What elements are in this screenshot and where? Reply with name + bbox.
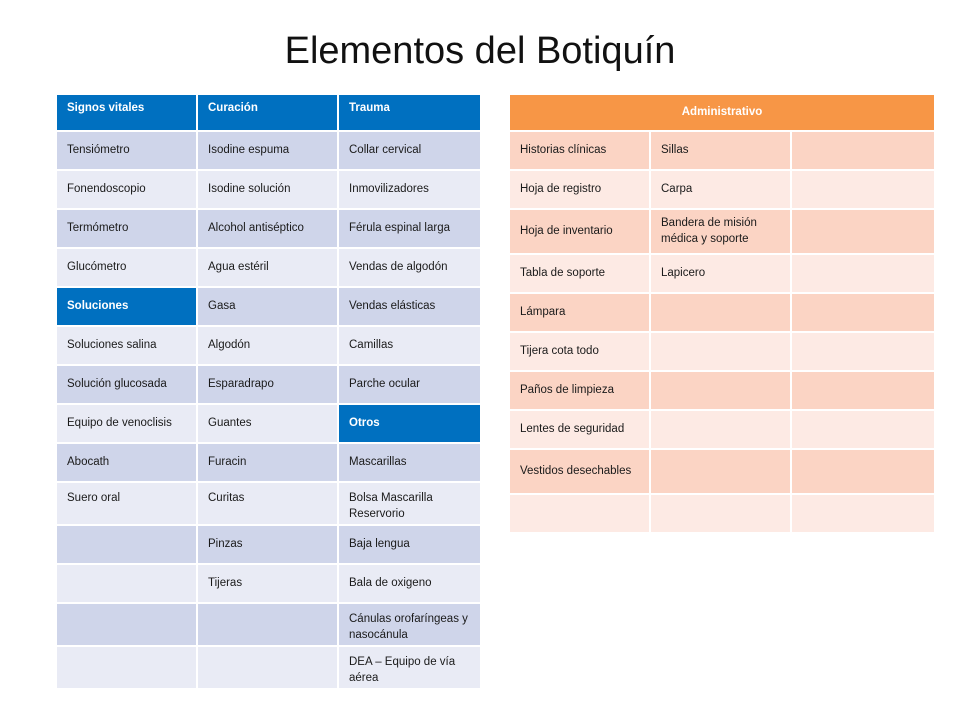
table-cell: Lámpara xyxy=(510,294,651,333)
table-cell: Vendas de algodón xyxy=(339,249,480,288)
table-left-botiquin xyxy=(57,95,480,690)
table-cell: Furacin xyxy=(198,444,339,483)
table-cell: Algodón xyxy=(198,327,339,366)
table-administrativo xyxy=(510,95,934,534)
table-cell: Tensiómetro xyxy=(57,132,198,171)
table-cell: Abocath xyxy=(57,444,198,483)
table-cell xyxy=(651,450,792,495)
table-row xyxy=(57,444,480,483)
table-row xyxy=(510,171,934,210)
table-header-row xyxy=(57,95,480,132)
table-cell xyxy=(651,495,792,534)
table-cell: Tijera cota todo xyxy=(510,333,651,372)
table-cell xyxy=(792,333,934,372)
table-cell: Baja lengua xyxy=(339,526,480,565)
table-row xyxy=(510,372,934,411)
table-cell: Gasa xyxy=(198,288,339,327)
table-row xyxy=(57,327,480,366)
table-cell: Pinzas xyxy=(198,526,339,565)
table-cell: Carpa xyxy=(651,171,792,210)
section-header-soluciones: Soluciones xyxy=(57,288,198,327)
table-cell: Férula espinal larga xyxy=(339,210,480,249)
table-cell: Bala de oxigeno xyxy=(339,565,480,604)
table-cell: DEA – Equipo de vía aérea xyxy=(339,647,480,690)
table-row xyxy=(57,647,480,690)
table-cell xyxy=(651,333,792,372)
table-cell: Soluciones salina xyxy=(57,327,198,366)
table-cell: Collar cervical xyxy=(339,132,480,171)
table-row xyxy=(57,565,480,604)
table-cell xyxy=(792,210,934,255)
header-curacion: Curación xyxy=(198,95,339,132)
table-row xyxy=(510,450,934,495)
table-cell: Bolsa Mascarilla Reservorio xyxy=(339,483,480,526)
table-cell: Termómetro xyxy=(57,210,198,249)
table-cell xyxy=(792,372,934,411)
header-trauma: Trauma xyxy=(339,95,480,132)
table-cell: Hoja de registro xyxy=(510,171,651,210)
table-row xyxy=(510,255,934,294)
table-cell xyxy=(510,495,651,534)
table-row xyxy=(510,294,934,333)
table-cell: Curitas xyxy=(198,483,339,526)
table-cell xyxy=(792,294,934,333)
table-cell: Solución glucosada xyxy=(57,366,198,405)
table-cell xyxy=(651,372,792,411)
table-row xyxy=(57,288,480,327)
table-row xyxy=(510,333,934,372)
table-row xyxy=(57,171,480,210)
table-cell xyxy=(651,411,792,450)
table-row xyxy=(510,411,934,450)
table-cell xyxy=(792,411,934,450)
table-cell: Esparadrapo xyxy=(198,366,339,405)
table-row xyxy=(57,249,480,288)
table-cell xyxy=(792,450,934,495)
table-cell: Guantes xyxy=(198,405,339,444)
table-row xyxy=(57,405,480,444)
table-cell: Agua estéril xyxy=(198,249,339,288)
table-row xyxy=(510,210,934,255)
table-cell: Camillas xyxy=(339,327,480,366)
table-cell: Equipo de venoclisis xyxy=(57,405,198,444)
table-row xyxy=(510,495,934,534)
slide-title: Elementos del Botiquín xyxy=(284,30,676,72)
table-cell xyxy=(57,604,198,647)
table-cell: Vendas elásticas xyxy=(339,288,480,327)
table-cell: Alcohol antiséptico xyxy=(198,210,339,249)
table-cell: Glucómetro xyxy=(57,249,198,288)
table-cell xyxy=(792,171,934,210)
table-cell xyxy=(57,526,198,565)
table-cell: Cánulas orofaríngeas y nasocánula xyxy=(339,604,480,647)
table-cell: Tabla de soporte xyxy=(510,255,651,294)
table-row xyxy=(510,132,934,171)
table-cell: Fonendoscopio xyxy=(57,171,198,210)
table-cell xyxy=(57,647,198,690)
table-cell xyxy=(792,255,934,294)
table-cell: Mascarillas xyxy=(339,444,480,483)
table-row xyxy=(57,366,480,405)
table-row xyxy=(57,132,480,171)
table-row xyxy=(57,210,480,249)
section-header-otros: Otros xyxy=(339,405,480,444)
table-cell: Historias clínicas xyxy=(510,132,651,171)
table-cell: Suero oral xyxy=(57,483,198,526)
table-cell: Isodine solución xyxy=(198,171,339,210)
table-cell: Lentes de seguridad xyxy=(510,411,651,450)
header-administrativo: Administrativo xyxy=(510,95,934,132)
table-cell: Sillas xyxy=(651,132,792,171)
table-header-row xyxy=(510,95,934,132)
table-cell: Paños de limpieza xyxy=(510,372,651,411)
table-cell xyxy=(792,132,934,171)
table-row xyxy=(57,526,480,565)
table-cell: Bandera de misión médica y soporte xyxy=(651,210,792,255)
table-cell: Inmovilizadores xyxy=(339,171,480,210)
header-signos-vitales: Signos vitales xyxy=(57,95,198,132)
table-row xyxy=(57,483,480,526)
table-cell xyxy=(651,294,792,333)
table-cell: Hoja de inventario xyxy=(510,210,651,255)
table-cell: Lapicero xyxy=(651,255,792,294)
table-cell xyxy=(198,647,339,690)
table-cell: Isodine espuma xyxy=(198,132,339,171)
table-cell: Tijeras xyxy=(198,565,339,604)
table-cell: Parche ocular xyxy=(339,366,480,405)
table-cell xyxy=(792,495,934,534)
table-row xyxy=(57,604,480,647)
table-cell xyxy=(57,565,198,604)
table-cell: Vestidos desechables xyxy=(510,450,651,495)
table-cell xyxy=(198,604,339,647)
